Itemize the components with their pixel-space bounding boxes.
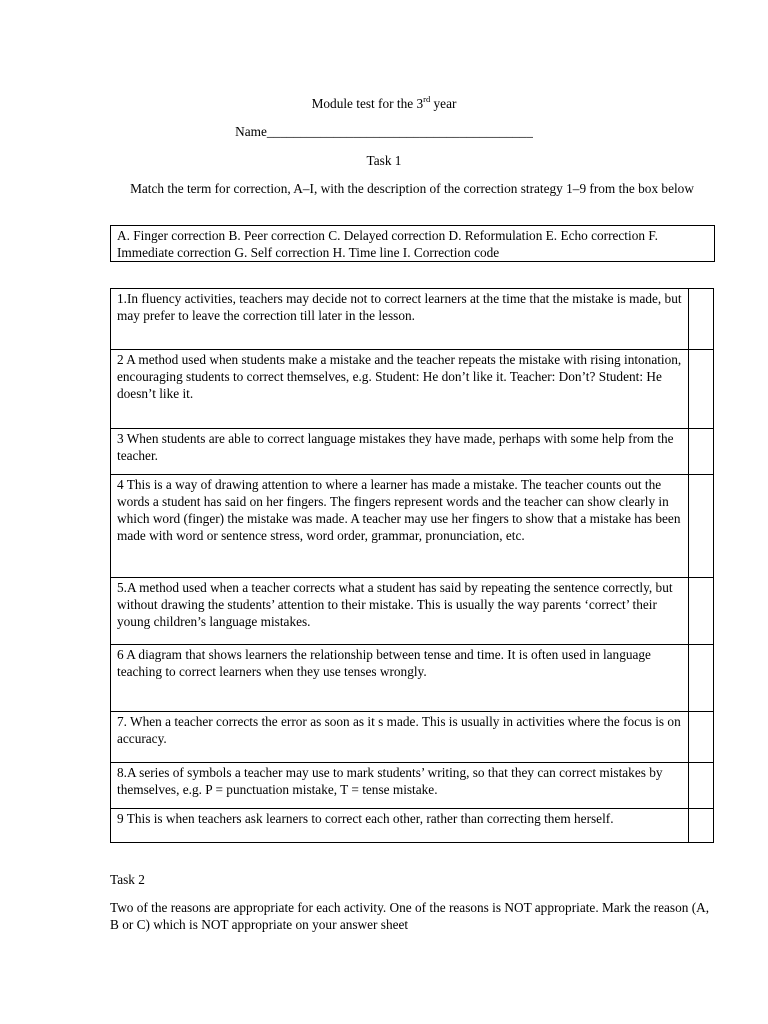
table-row <box>111 429 714 475</box>
answer-cell[interactable] <box>689 350 714 429</box>
description-cell: 3 When students are able to correct language mistakes they have made, perhaps with some help from the teacher. <box>111 429 689 475</box>
description-cell: 1.In fluency activities, teachers may decide not to correct learners at the time that the mistake is made, but may prefer to leave the correction till later in the lesson. <box>111 289 689 350</box>
answer-cell[interactable] <box>689 809 714 843</box>
answer-cell[interactable] <box>689 475 714 578</box>
description-cell: 5.A method used when a teacher corrects what a student has said by repeating the sentence correctly, but without drawing the students’ attention to their mistake. This is usually the way parents ‘correct’ their young children’s language mistakes. <box>111 578 689 645</box>
description-cell: 9 This is when teachers ask learners to correct each other, rather than correcting them herself. <box>111 809 689 843</box>
title-superscript: rd <box>423 93 431 104</box>
table-row <box>111 475 714 578</box>
table-row <box>111 578 714 645</box>
task2-heading: Task 2 <box>110 872 145 887</box>
table-row <box>111 763 714 809</box>
answer-cell[interactable] <box>689 763 714 809</box>
description-cell: 2 A method used when students make a mistake and the teacher repeats the mistake with rising intonation, encouraging students to correct themselves, e.g. Student: He don’t like it. Teacher: Don’t? Student: He doesn’t like it. <box>111 350 689 429</box>
description-cell: 6 A diagram that shows learners the relationship between tense and time. It is often used in language teaching to correct learners when they use tenses wrongly. <box>111 645 689 712</box>
answer-cell[interactable] <box>689 578 714 645</box>
name-line: Name________________________________________ <box>235 124 533 139</box>
task1-heading: Task 1 <box>366 153 402 168</box>
answer-cell[interactable] <box>689 712 714 763</box>
matching-table <box>110 288 714 843</box>
document-title: Module test for the 3rd year <box>311 93 457 111</box>
table-row <box>111 712 714 763</box>
task1-instruction: Match the term for correction, A–I, with the description of the correction strategy 1–9 from the box below <box>130 181 694 196</box>
terms-box: A. Finger correction B. Peer correction C. Delayed correction D. Reformulation E. Echo correction F. Immediate correction G. Self correction H. Time line I. Correction code <box>110 225 715 262</box>
table-row <box>111 645 714 712</box>
description-cell: 7. When a teacher corrects the error as soon as it s made. This is usually in activities where the focus is on accuracy. <box>111 712 689 763</box>
answer-cell[interactable] <box>689 289 714 350</box>
table-row <box>111 809 714 843</box>
answer-cell[interactable] <box>689 429 714 475</box>
table-row <box>111 350 714 429</box>
answer-cell[interactable] <box>689 645 714 712</box>
description-cell: 4 This is a way of drawing attention to where a learner has made a mistake. The teacher counts out the words a student has said on her fingers. The fingers represent words and the teacher can show clearly in which word (finger) the mistake was made. A teacher may use her fingers to show that a mistake has been made with word or sentence stress, word order, grammar, pronunciation, etc. <box>111 475 689 578</box>
table-row <box>111 289 714 350</box>
task2-instruction: Two of the reasons are appropriate for each activity. One of the reasons is NOT appropriate. Mark the reason (A, B or C) which is NOT appropriate on your answer sheet <box>110 900 710 932</box>
description-cell: 8.A series of symbols a teacher may use to mark students’ writing, so that they can correct mistakes by themselves, e.g. P = punctuation mistake, T = tense mistake. <box>111 763 689 809</box>
